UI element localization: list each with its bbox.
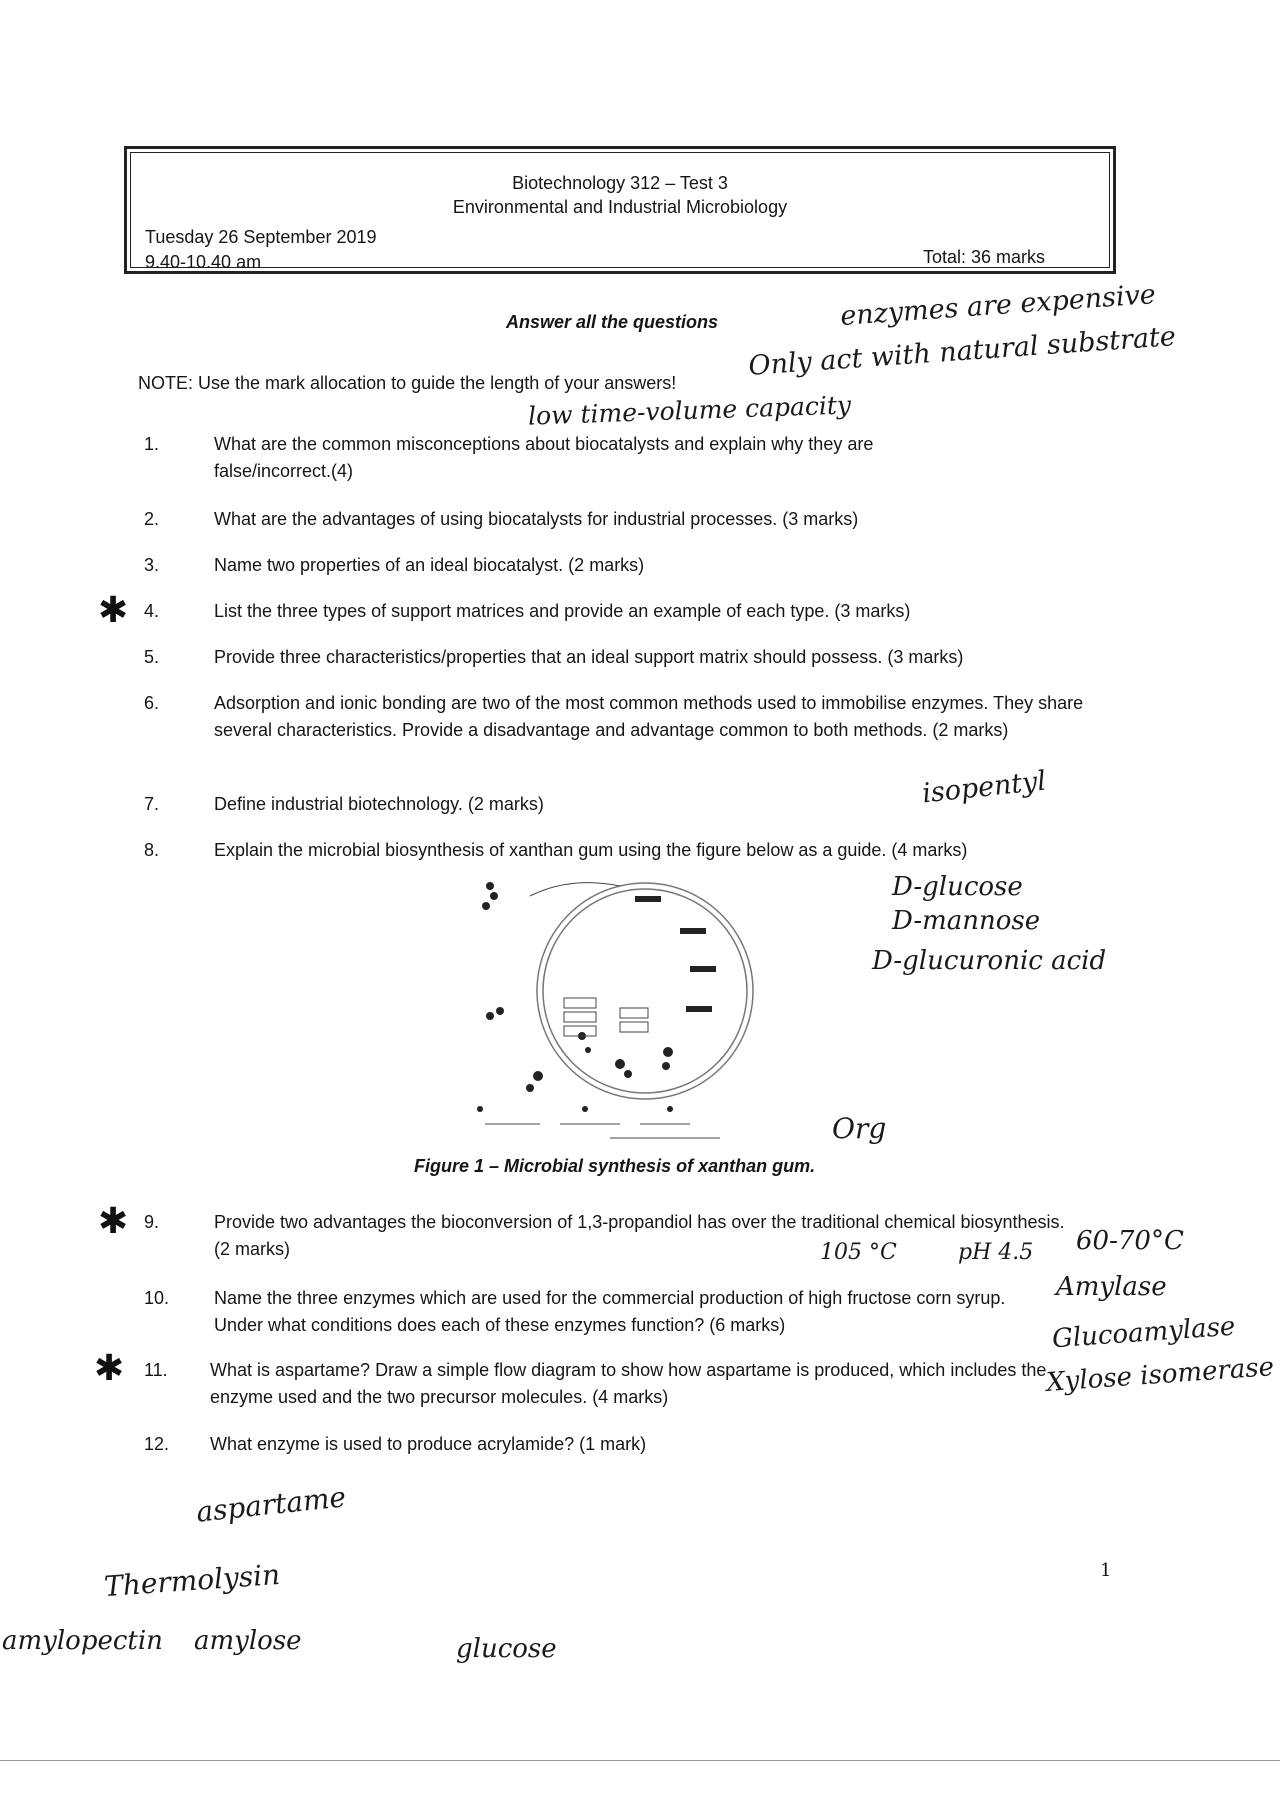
handwritten-note: low time-volume capacity bbox=[527, 390, 852, 431]
question-text: List the three types of support matrices and provide an example of each type. (3 marks) bbox=[214, 601, 911, 621]
question-number: 10. bbox=[144, 1288, 170, 1308]
course-subtitle: Environmental and Industrial Microbiology bbox=[452, 197, 788, 217]
handwritten-note: amylose bbox=[194, 1626, 302, 1656]
handwritten-note: 60-70°C bbox=[1076, 1226, 1184, 1256]
handwritten-note: Xylose isomerase bbox=[1045, 1352, 1275, 1398]
question-text: What are the advantages of using biocatalysts for industrial processes. (3 marks) bbox=[214, 509, 859, 529]
page-number: 1 bbox=[1100, 1560, 1112, 1581]
handwritten-note: enzymes are expensive bbox=[839, 279, 1157, 332]
question-number: 3. bbox=[144, 555, 160, 575]
handwritten-note: D-glucose bbox=[892, 872, 1023, 902]
figure-caption: Figure 1 – Microbial synthesis of xanthan gum. bbox=[414, 1156, 816, 1176]
instruction: Answer all the questions bbox=[506, 312, 719, 332]
star-mark-icon: ✱ bbox=[94, 1347, 125, 1388]
handwritten-note: D-mannose bbox=[892, 906, 1041, 936]
handwritten-note: amylopectin bbox=[2, 1626, 163, 1656]
xanthan-figure bbox=[470, 866, 780, 1156]
handwritten-note: pH 4.5 bbox=[958, 1240, 1034, 1265]
question-number: 1. bbox=[144, 434, 160, 454]
handwritten-note: D-glucuronic acid bbox=[872, 946, 1107, 976]
header-box-inner bbox=[130, 152, 1110, 272]
question-number: 2. bbox=[144, 509, 160, 529]
star-mark-icon: ✱ bbox=[98, 1200, 129, 1241]
question-text: Explain the microbial biosynthesis of xanthan gum using the figure below as a guide. (4 marks) bbox=[214, 840, 968, 860]
question-number: 4. bbox=[144, 601, 160, 621]
page-edge-line bbox=[0, 1760, 1280, 1761]
question-number: 7. bbox=[144, 794, 160, 814]
handwritten-note: isopentyl bbox=[920, 765, 1048, 810]
test-title: Biotechnology 312 – Test 3 bbox=[512, 173, 728, 193]
question-number: 9. bbox=[144, 1212, 160, 1232]
handwritten-note: 105 °C bbox=[820, 1240, 897, 1265]
test-date: Tuesday 26 September 2019 bbox=[145, 227, 377, 247]
question-number: 8. bbox=[144, 840, 160, 860]
question-text: Name the three enzymes which are used for the commercial production of high fructose corn syrup. Under what conditions does each of these enzymes function? (6 marks) bbox=[214, 1288, 1006, 1335]
question-number: 5. bbox=[144, 647, 160, 667]
handwritten-note: aspartame bbox=[194, 1480, 348, 1529]
handwritten-note: glucose bbox=[456, 1634, 557, 1664]
question-number: 12. bbox=[144, 1434, 170, 1454]
total-marks: Total: 36 marks bbox=[922, 247, 1045, 267]
question-text: Name two properties of an ideal biocatalyst. (2 marks) bbox=[214, 555, 645, 575]
handwritten-note: Only act with natural substrate bbox=[747, 321, 1177, 382]
handwritten-note: Thermolysin bbox=[103, 1557, 282, 1604]
question-text: Provide three characteristics/properties that an ideal support matrix should possess. (3 marks) bbox=[214, 647, 964, 667]
question-text: Provide two advantages the bioconversion of 1,3-propandiol has over the traditional chemical biosynthesis. (2 marks) bbox=[214, 1212, 1065, 1259]
handwritten-note: Amylase bbox=[1056, 1272, 1167, 1302]
question-text: What enzyme is used to produce acrylamide? (1 mark) bbox=[210, 1434, 647, 1454]
question-number: 6. bbox=[144, 693, 160, 713]
handwritten-note: Org bbox=[832, 1112, 887, 1145]
test-time: 9.40-10.40 am bbox=[145, 252, 262, 272]
question-text: Adsorption and ionic bonding are two of the most common methods used to immobilise enzymes. They share several characteristics. Provide a disadvantage and advantage common to both methods. (2 marks) bbox=[214, 693, 1084, 740]
handwritten-note: Glucoamylase bbox=[1051, 1311, 1237, 1355]
star-mark-icon: ✱ bbox=[98, 589, 129, 630]
header-box bbox=[124, 146, 1116, 274]
question-number: 11. bbox=[144, 1360, 168, 1380]
question-text: Define industrial biotechnology. (2 marks) bbox=[214, 794, 544, 814]
question-text: What are the common misconceptions about biocatalysts and explain why they are false/incorrect.(4) bbox=[214, 434, 874, 481]
note: NOTE: Use the mark allocation to guide the length of your answers! bbox=[138, 373, 677, 393]
question-text: What is aspartame? Draw a simple flow diagram to show how aspartame is produced, which includes the enzyme used and the two precursor molecules. (4 marks) bbox=[210, 1360, 1047, 1407]
